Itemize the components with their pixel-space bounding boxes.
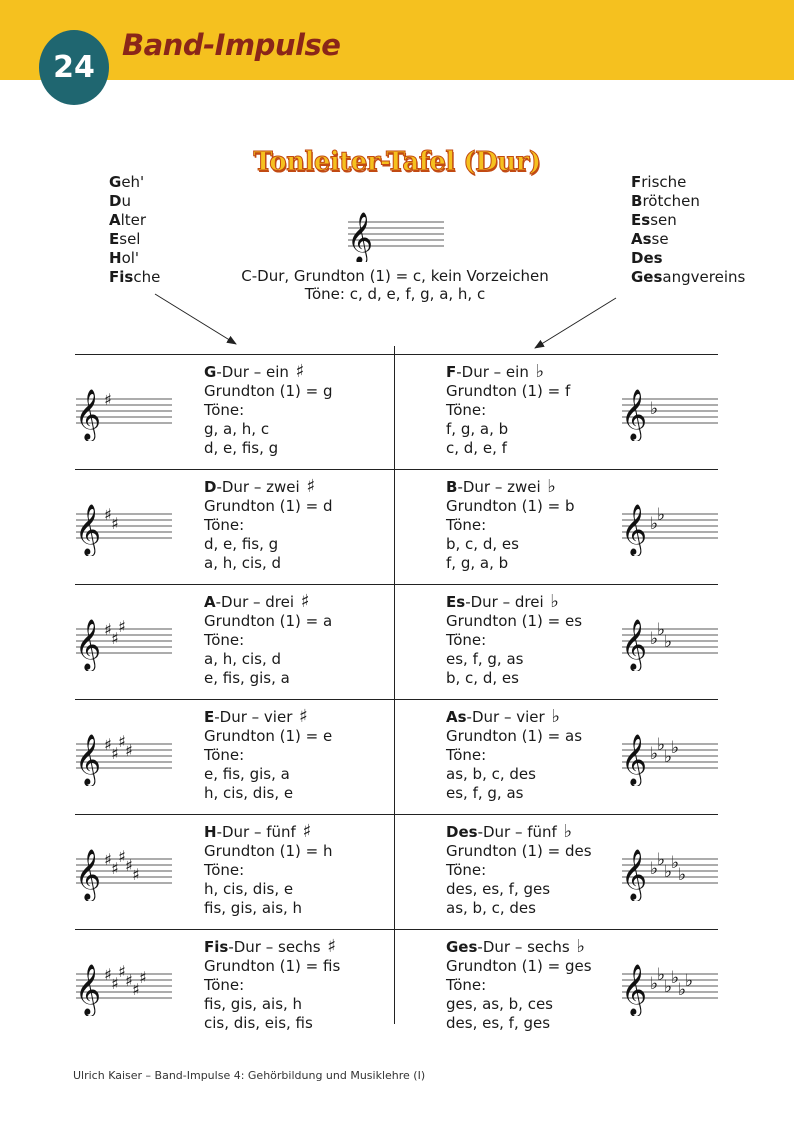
sharp-staff (74, 841, 174, 905)
treble-clef-icon: 𝄞 (621, 619, 648, 670)
flat-icon: ♭ (685, 971, 694, 991)
sharp-icon: ♯ (118, 962, 126, 981)
key-name: E (204, 708, 215, 726)
key-label: -Dur – sechs (228, 938, 326, 956)
mnemonic-initial: As (631, 230, 652, 248)
flat-key-cell (446, 593, 582, 688)
sharp-icon: ♯ (104, 850, 112, 869)
notes-line2: des, es, f, ges (446, 1014, 551, 1032)
toene-label: Töne: (446, 976, 487, 994)
page-number-badge: 24 (39, 30, 109, 105)
notes-line1: ges, as, b, ces (446, 995, 553, 1013)
sharp-icon: ♯ (118, 847, 126, 866)
flat-icon: ♭ (678, 865, 687, 885)
notes-line1: e, fis, gis, a (204, 765, 290, 783)
sharp-icon: ♯ (111, 744, 119, 763)
grundton: Grundton (1) = as (446, 727, 583, 745)
grundton: Grundton (1) = fis (204, 957, 341, 975)
flat-key-signature-staff (620, 611, 720, 671)
treble-clef-icon: 𝄞 (621, 504, 648, 555)
flat-icon: ♭ (547, 476, 556, 497)
sharp-icon: ♯ (299, 706, 308, 727)
key-name: G (204, 363, 217, 381)
treble-clef-icon: 𝄞 (621, 734, 648, 785)
mnemonic-initial: H (109, 249, 122, 267)
toene-label: Töne: (446, 401, 487, 419)
key-label: -Dur – zwei (457, 478, 546, 496)
key-heading (446, 938, 592, 957)
grundton: Grundton (1) = es (446, 612, 583, 630)
notes-line2: cis, dis, eis, fis (204, 1014, 313, 1032)
treble-clef-icon: 𝄞 (75, 849, 102, 900)
sharp-icon: ♯ (139, 968, 147, 987)
sharp-icon: ♯ (104, 390, 112, 409)
flat-icon: ♭ (671, 738, 680, 758)
flat-icon: ♭ (657, 735, 666, 755)
mnemonic-rest: se (651, 230, 669, 248)
arrow-right (535, 298, 616, 348)
mnemonic-initial: Fis (109, 268, 134, 286)
sharp-icon: ♯ (125, 741, 133, 760)
grundton: Grundton (1) = a (204, 612, 333, 630)
key-name: Des (446, 823, 478, 841)
sharp-icon: ♯ (125, 856, 133, 875)
key-name: F (446, 363, 457, 381)
table-divider (394, 346, 395, 1024)
key-label: -Dur – drei (215, 593, 299, 611)
sharp-icon: ♯ (118, 617, 126, 636)
key-name: Ges (446, 938, 478, 956)
grundton: Grundton (1) = f (446, 382, 571, 400)
flat-icon: ♭ (657, 505, 666, 525)
mnemonic-initial: F (631, 173, 642, 191)
grundton: Grundton (1) = g (204, 382, 333, 400)
series-title: Band-Impulse (122, 28, 341, 62)
key-heading (204, 593, 332, 612)
sharp-key-signature-staff (74, 956, 174, 1016)
key-heading (204, 478, 333, 497)
notes-line2: c, d, e, f (446, 439, 507, 457)
flat-icon: ♭ (650, 744, 659, 764)
flat-icon: ♭ (535, 361, 545, 382)
key-name: As (446, 708, 467, 726)
notes-line2: as, b, c, des (446, 899, 536, 917)
sharp-staff (74, 381, 174, 445)
treble-clef-icon: 𝄞 (75, 734, 102, 785)
sharp-icon: ♯ (111, 514, 119, 533)
flat-icon: ♭ (678, 980, 687, 1000)
key-heading (204, 708, 332, 727)
grundton: Grundton (1) = b (446, 497, 575, 515)
notes-line2: h, cis, dis, e (204, 784, 294, 802)
sharp-icon: ♯ (118, 732, 126, 751)
key-label: -Dur – ein (456, 363, 534, 381)
sharp-icon: ♯ (306, 476, 316, 497)
table-row-border (75, 699, 718, 700)
mnemonic-initial: E (109, 230, 120, 248)
flat-icon: ♭ (576, 936, 585, 957)
sharp-key-cell (204, 708, 332, 803)
sharp-icon: ♯ (104, 965, 112, 984)
mnemonic-rest: rische (641, 173, 687, 191)
grundton: Grundton (1) = ges (446, 957, 592, 975)
notes-line1: des, es, f, ges (446, 880, 551, 898)
key-label: -Dur – fünf (477, 823, 562, 841)
sharp-key-cell (204, 938, 340, 1033)
flat-icon: ♭ (551, 706, 560, 727)
treble-clef-icon: 𝄞 (621, 389, 648, 440)
svg-text:𝄞: 𝄞 (347, 212, 374, 262)
sharp-key-signature-staff (74, 496, 174, 556)
sharp-icon: ♯ (132, 980, 140, 999)
mnemonic-rest: angvereins (662, 268, 746, 286)
treble-clef-icon: 𝄞 (75, 964, 102, 1015)
toene-label: Töne: (446, 861, 487, 879)
toene-label: Töne: (446, 631, 487, 649)
sharp-icon: ♯ (111, 859, 119, 878)
grundton: Grundton (1) = des (446, 842, 592, 860)
mnemonic-initial: G (109, 173, 122, 191)
grundton: Grundton (1) = e (204, 727, 333, 745)
mnemonic-rest: rötchen (642, 192, 700, 210)
table-row-border (75, 469, 718, 470)
arrow-left (155, 294, 236, 344)
key-label: -Dur – zwei (216, 478, 305, 496)
flat-icon: ♭ (650, 859, 659, 879)
key-name: A (204, 593, 216, 611)
sharp-key-signature-staff (74, 841, 174, 901)
flat-staff (620, 956, 720, 1020)
key-label: -Dur – ein (216, 363, 294, 381)
sharp-key-cell (204, 478, 333, 573)
toene-label: Töne: (204, 516, 245, 534)
notes-line1: as, b, c, des (446, 765, 536, 783)
sharp-icon: ♯ (111, 629, 119, 648)
flat-key-signature-staff (620, 841, 720, 901)
sharp-key-signature-staff (74, 726, 174, 786)
grundton: Grundton (1) = d (204, 497, 333, 515)
mnemonic-initial: D (109, 192, 122, 210)
flat-key-signature-staff (620, 496, 720, 556)
flat-icon: ♭ (657, 850, 666, 870)
flat-icon: ♭ (671, 968, 680, 988)
key-heading (204, 938, 340, 957)
mnemonic-initial: Ges (631, 268, 663, 286)
flat-icon: ♭ (664, 747, 673, 767)
flat-staff (620, 841, 720, 905)
sharp-key-cell (204, 823, 333, 918)
footer-credit: Ulrich Kaiser – Band-Impulse 4: Gehörbildung und Musiklehre (I) (73, 1069, 426, 1082)
key-heading (204, 823, 333, 842)
mnemonic-rest: sen (650, 211, 677, 229)
flat-icon: ♭ (671, 853, 680, 873)
table-row-border (75, 929, 718, 930)
sharp-key-signature-staff (74, 611, 174, 671)
mnemonic-rest: sel (119, 230, 141, 248)
flat-icon: ♭ (664, 862, 673, 882)
notes-line1: d, e, fis, g (204, 535, 279, 553)
sharp-staff (74, 726, 174, 790)
notes-line2: e, fis, gis, a (204, 669, 290, 687)
key-heading (204, 363, 333, 382)
key-name: Fis (204, 938, 229, 956)
sharp-icon: ♯ (104, 620, 112, 639)
treble-clef-icon: 𝄞 (75, 619, 102, 670)
notes-line1: g, a, h, c (204, 420, 270, 438)
flat-key-cell (446, 708, 582, 803)
flat-icon: ♭ (657, 620, 666, 640)
key-heading (446, 708, 582, 727)
toene-label: Töne: (204, 746, 245, 764)
arrows (0, 0, 794, 360)
key-heading (446, 478, 575, 497)
notes-line2: b, c, d, es (446, 669, 519, 687)
sharp-key-signature-staff (74, 381, 174, 441)
flat-key-cell (446, 478, 575, 573)
c-major-line2: Töne: c, d, e, f, g, a, h, c (304, 285, 486, 303)
treble-clef-icon: 𝄞 (621, 849, 648, 900)
treble-clef-icon: 𝄞 (75, 504, 102, 555)
mnemonic-initial: A (109, 211, 121, 229)
mnemonic-rest: eh' (121, 173, 145, 191)
flat-key-cell (446, 938, 592, 1033)
sharp-icon: ♯ (132, 865, 140, 884)
sharp-icon: ♯ (302, 821, 312, 842)
toene-label: Töne: (204, 631, 245, 649)
table-row-border (75, 584, 718, 585)
key-label: -Dur – vier (466, 708, 550, 726)
notes-line2: fis, gis, ais, h (204, 899, 303, 917)
toene-label: Töne: (204, 401, 245, 419)
sharp-icon: ♯ (104, 505, 112, 524)
sharp-icon: ♯ (125, 971, 133, 990)
notes-line1: h, cis, dis, e (204, 880, 294, 898)
notes-line1: es, f, g, as (446, 650, 524, 668)
flat-key-signature-staff (620, 381, 720, 441)
sharp-icon: ♯ (327, 936, 337, 957)
flat-icon: ♭ (563, 821, 573, 842)
grundton: Grundton (1) = h (204, 842, 333, 860)
mnemonic-rest: u (121, 192, 131, 210)
key-label: -Dur – vier (214, 708, 298, 726)
notes-line2: f, g, a, b (446, 554, 509, 572)
sharp-icon: ♯ (295, 361, 305, 382)
key-heading (446, 593, 582, 612)
flat-icon: ♭ (550, 591, 559, 612)
mnemonic-initial: Es (631, 211, 651, 229)
key-label: -Dur – fünf (216, 823, 301, 841)
flat-icon: ♭ (650, 974, 659, 994)
sharp-icon: ♯ (111, 974, 119, 993)
sharp-key-cell (204, 593, 332, 688)
treble-clef-icon: 𝄞 (75, 389, 102, 440)
c-major-line1: C-Dur, Grundton (1) = c, kein Vorzeichen (241, 267, 549, 285)
key-label: -Dur – drei (465, 593, 549, 611)
toene-label: Töne: (446, 516, 487, 534)
table-row-border (75, 354, 718, 355)
table-row-border (75, 814, 718, 815)
page-title: Tonleiter-Tafel (Dur) (253, 147, 541, 177)
key-name: B (446, 478, 458, 496)
sharp-key-cell (204, 363, 333, 458)
mnemonic-initial: B (631, 192, 643, 210)
mnemonic-rest: lter (120, 211, 147, 229)
toene-label: Töne: (204, 976, 245, 994)
flat-icon: ♭ (650, 399, 659, 419)
key-heading (446, 363, 570, 382)
flat-icon: ♭ (650, 514, 659, 534)
flat-key-signature-staff (620, 956, 720, 1016)
flat-icon: ♭ (664, 977, 673, 997)
notes-line1: b, c, d, es (446, 535, 519, 553)
notes-line2: es, f, g, as (446, 784, 524, 802)
notes-line1: fis, gis, ais, h (204, 995, 303, 1013)
notes-line2: a, h, cis, d (204, 554, 282, 572)
flat-icon: ♭ (664, 632, 673, 652)
flat-key-cell (446, 363, 570, 458)
sharp-icon: ♯ (300, 591, 310, 612)
treble-clef-icon: 𝄞 (621, 964, 648, 1015)
sharp-staff (74, 611, 174, 675)
notes-line2: d, e, fis, g (204, 439, 279, 457)
flat-staff (620, 611, 720, 675)
key-name: H (204, 823, 217, 841)
notes-line1: f, g, a, b (446, 420, 509, 438)
key-name: Es (446, 593, 466, 611)
sharp-icon: ♯ (104, 735, 112, 754)
key-name: D (204, 478, 217, 496)
key-label: -Dur – sechs (477, 938, 575, 956)
flat-key-cell (446, 823, 592, 918)
flat-icon: ♭ (657, 965, 666, 985)
toene-label: Töne: (446, 746, 487, 764)
mnemonic-rest: che (133, 268, 161, 286)
sharp-staff (74, 496, 174, 560)
flat-key-signature-staff (620, 726, 720, 786)
flat-staff (620, 496, 720, 560)
mnemonic-initial: Des (631, 249, 663, 267)
flat-staff (620, 381, 720, 445)
flat-staff (620, 726, 720, 790)
notes-line1: a, h, cis, d (204, 650, 282, 668)
mnemonic-rest: ol' (121, 249, 140, 267)
flat-icon: ♭ (650, 629, 659, 649)
key-heading (446, 823, 592, 842)
sharp-staff (74, 956, 174, 1020)
toene-label: Töne: (204, 861, 245, 879)
